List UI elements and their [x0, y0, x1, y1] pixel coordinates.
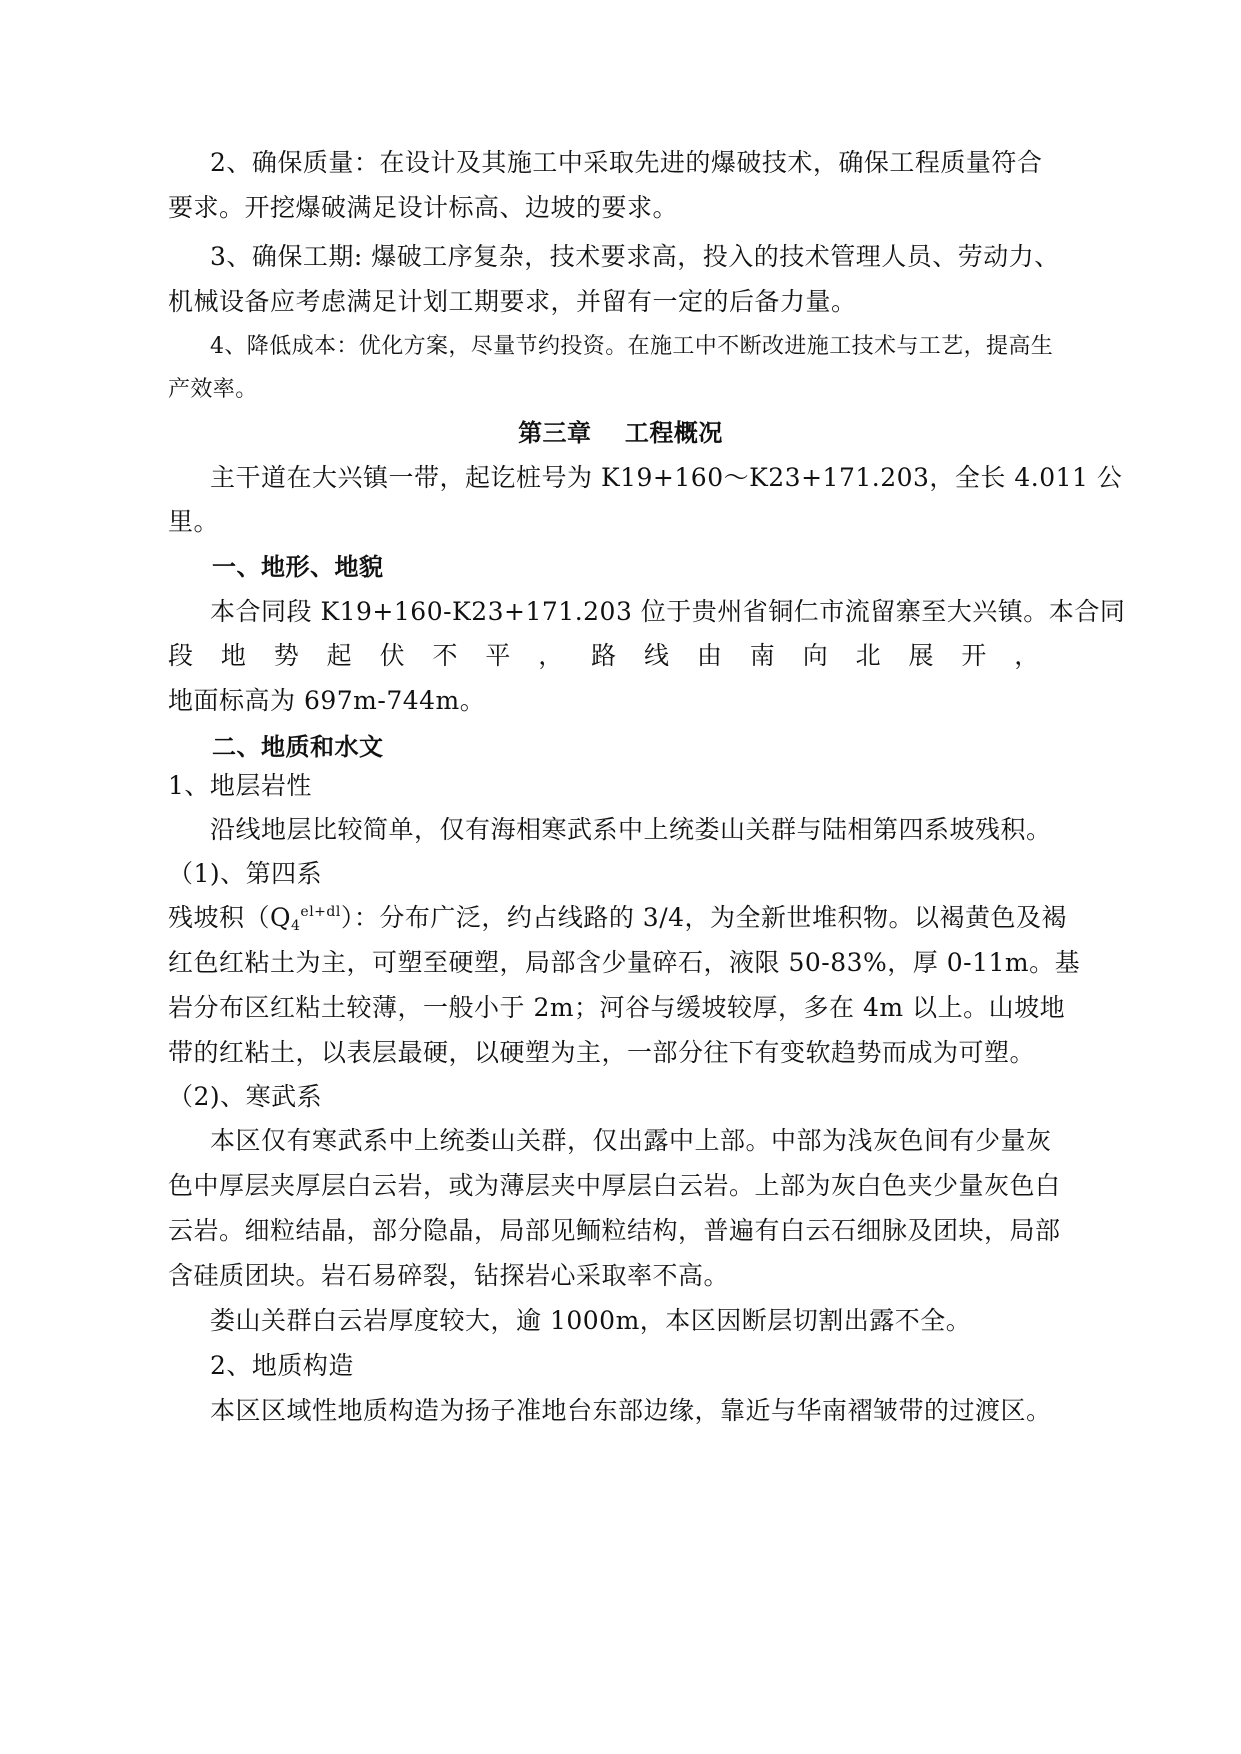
word: ，	[538, 641, 564, 670]
word: 线	[644, 641, 670, 670]
paragraph-line: 沿线地层比较简单，仅有海相寒武系中上统娄山关群与陆相第四系坡残积。	[210, 815, 1052, 844]
word: 展	[908, 641, 934, 670]
word: 势	[273, 641, 300, 670]
paragraph-line: 本区仅有寒武系中上统娄山关群，仅出露中上部。中部为浅灰色间有少量灰	[210, 1126, 1052, 1155]
word: 平	[485, 641, 511, 670]
word: ，	[1014, 641, 1040, 670]
paragraph-line: 娄山关群白云岩厚度较大，逾 1000m，本区因断层切割出露不全。	[210, 1306, 972, 1335]
paragraph-line: 岩分布区红粘土较薄，一般小于 2m；河谷与缓坡较厚，多在 4m 以上。山坡地	[168, 993, 1066, 1022]
word: 地	[220, 641, 247, 670]
word: 段	[168, 641, 194, 670]
superscript: el+dl	[300, 904, 341, 920]
paragraph-line: 4、降低成本：优化方案，尽量节约投资。在施工中不断改进施工技术与工艺，提高生	[210, 334, 1054, 359]
word: 开	[961, 641, 987, 670]
text-fragment: ）：分布广泛，约占线路的 3/4，为全新世堆积物。以褐黄色及褐	[340, 903, 1068, 932]
list-item-heading: （2)、寒武系	[168, 1082, 323, 1111]
word: 南	[749, 641, 776, 670]
text-fragment: 残坡积（Q	[168, 903, 291, 932]
word: 起	[326, 641, 353, 670]
paragraph-line: 地面标高为 697m-744m。	[168, 686, 486, 715]
paragraph-line: 2、确保质量：在设计及其施工中采取先进的爆破技术，确保工程质量符合	[210, 148, 1043, 177]
paragraph-line: 色中厚层夹厚层白云岩，或为薄层夹中厚层白云岩。上部为灰白色夹少量灰色白	[168, 1171, 1061, 1200]
chapter-title: 第三章 工程概况	[518, 419, 723, 447]
section-heading: 二、地质和水文	[212, 733, 384, 761]
paragraph-line: 本区区域性地质构造为扬子准地台东部边缘，靠近与华南褶皱带的过渡区。	[210, 1396, 1052, 1425]
paragraph-line: 机械设备应考虑满足计划工期要求，并留有一定的后备力量。	[168, 287, 857, 316]
paragraph-line: 本合同段 K19+160-K23+171.203 位于贵州省铜仁市流留寨至大兴镇。本合同	[210, 597, 1126, 626]
paragraph-line-spread	[168, 640, 1040, 672]
paragraph-line: 主干道在大兴镇一带，起讫桩号为 K19+160～K23+171.203，全长 4.011 公	[210, 463, 1123, 492]
subscript: 4	[291, 918, 301, 934]
section-heading: 一、地形、地貌	[212, 553, 384, 581]
paragraph-line: 里。	[168, 507, 220, 536]
paragraph-line	[168, 902, 1067, 934]
word: 北	[855, 641, 882, 670]
paragraph-line: 红色红粘土为主，可塑至硬塑，局部含少量碎石，液限 50-83%，厚 0-11m。基	[168, 948, 1081, 977]
word: 路	[591, 641, 617, 670]
paragraph-line: 要求。开挖爆破满足设计标高、边坡的要求。	[168, 193, 679, 222]
word: 向	[802, 641, 829, 670]
paragraph-line: 含硅质团块。岩石易碎裂，钻探岩心采取率不高。	[168, 1261, 730, 1290]
paragraph-line: 云岩。细粒结晶，部分隐晶，局部见鲕粒结构，普遍有白云石细脉及团块，局部	[168, 1216, 1061, 1245]
subsection-heading: 1、地层岩性	[168, 771, 312, 800]
list-item-heading: （1)、第四系	[168, 859, 323, 888]
subsection-heading: 2、地质构造	[210, 1351, 354, 1380]
paragraph-line: 产效率。	[168, 377, 258, 402]
paragraph-line: 带的红粘土，以表层最硬，以硬塑为主，一部分往下有变软趋势而成为可塑。	[168, 1038, 1036, 1067]
word: 不	[432, 641, 458, 670]
word: 由	[696, 641, 723, 670]
word: 伏	[379, 641, 406, 670]
paragraph-line: 3、确保工期: 爆破工序复杂，技术要求高，投入的技术管理人员、劳动力、	[210, 242, 1060, 271]
